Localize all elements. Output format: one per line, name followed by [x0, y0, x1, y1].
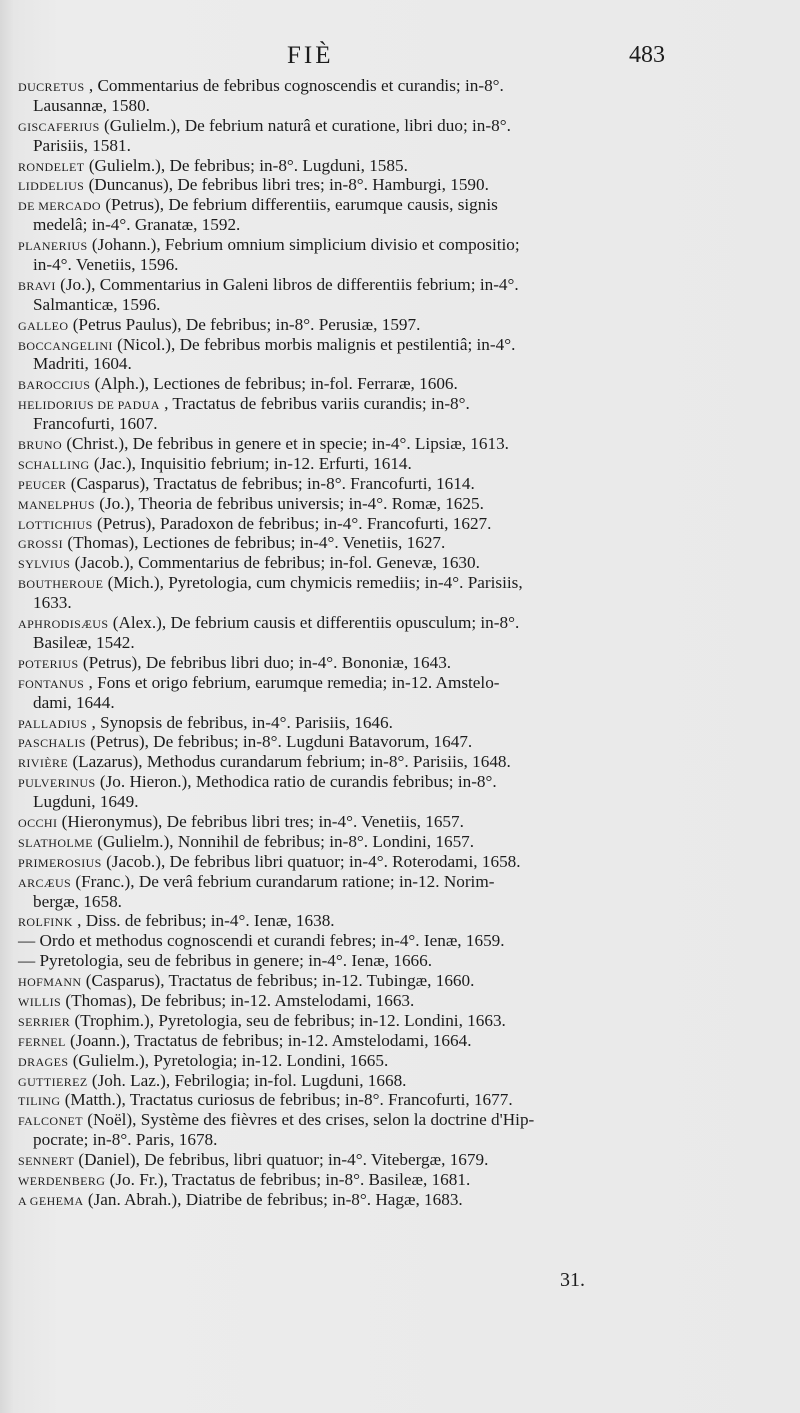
- entry-text: (Duncanus), De febribus libri tres; in-8°. Hamburgi, 1590.: [84, 175, 489, 195]
- bibliography-entry: [0, 1170, 800, 1190]
- entry-text: , Commentarius de febribus cognoscendis et curandis; in-8°.: [84, 76, 504, 95]
- entry-text: — Ordo et methodus cognoscendi et curandi febres; in-4°. Ienæ, 1659.: [18, 931, 505, 951]
- bibliography-entry: [0, 275, 800, 295]
- bibliography-entry: [0, 931, 800, 951]
- bibliography-entry: [0, 1150, 800, 1170]
- entry-text: (Thomas), Lectiones de febribus; in-4°. Venetiis, 1627.: [63, 533, 446, 553]
- entry-text: (Jo.), Commentarius in Galeni libros de differentiis febrium; in-4°.: [55, 274, 519, 294]
- entry-text: (Jo.), Theoria de febribus universis; in-4°. Romæ, 1625.: [94, 493, 484, 513]
- running-head: FIÈ: [287, 42, 334, 69]
- author-name: GISCAFERIUS: [18, 119, 100, 134]
- entry-text: Parisiis, 1581.: [33, 135, 131, 155]
- entry-text: (Gulielm.), Nonnihil de febribus; in-8°. Londini, 1657.: [92, 831, 475, 851]
- entry-text: (Gulielm.), De febribus; in-8°. Lugduni, 1585.: [84, 155, 408, 175]
- page-footer: [0, 1269, 800, 1293]
- entry-text: in-4°. Venetiis, 1596.: [33, 255, 179, 275]
- bibliography-entry: [0, 553, 800, 573]
- author-name: HOFMANN: [18, 975, 82, 990]
- author-name: HELIDORIUS DE PADUA: [18, 398, 160, 413]
- author-name: DE MERCADO: [18, 199, 102, 214]
- entry-text: (Petrus), De febribus libri duo; in-4°. Bononiæ, 1643.: [78, 652, 452, 672]
- author-name: ARCÆUS: [18, 875, 72, 890]
- page-header: [0, 42, 800, 76]
- entry-text: (Jo. Hieron.), Methodica ratio de curandis febribus; in-8°.: [95, 772, 497, 792]
- author-name: WERDENBERG: [18, 1173, 106, 1188]
- entry-text: 1633.: [33, 593, 72, 613]
- bibliography-entry: [0, 1110, 800, 1130]
- entry-text: (Mich.), Pyretologia, cum chymicis remediis; in-4°. Parisiis,: [103, 573, 523, 593]
- author-name: FALCONET: [18, 1114, 83, 1129]
- bibliography-entry: [0, 195, 800, 215]
- entry-text: (Jacob.), De febribus libri quatuor; in-4°. Roterodami, 1658.: [101, 851, 521, 871]
- bibliography-entry: [0, 613, 800, 633]
- author-name: BAROCCIUS: [18, 378, 91, 393]
- entry-text: (Matth.), Tractatus curiosus de febribus; in-8°. Francofurti, 1677.: [60, 1090, 513, 1110]
- entry-text: (Jo. Fr.), Tractatus de febribus; in-8°. Basileæ, 1681.: [105, 1169, 471, 1189]
- bibliography-entry: [0, 76, 800, 96]
- entry-text: (Thomas), De febribus; in-12. Amstelodami, 1663.: [61, 990, 415, 1010]
- entry-text: Salmanticæ, 1596.: [33, 294, 161, 314]
- entry-text: (Nicol.), De febribus morbis malignis et pestilentiâ; in-4°.: [112, 334, 516, 354]
- bibliography-entry: [0, 235, 800, 255]
- entry-text: (Gulielm.), Pyretologia; in-12. Londini, 1665.: [68, 1050, 389, 1070]
- bibliography-entry: [0, 772, 800, 792]
- author-name: PEUCER: [18, 477, 67, 492]
- author-name: BOCCANGELINI: [18, 338, 113, 353]
- bibliography-entry: [0, 1011, 800, 1031]
- entry-text: (Alex.), De febrium causis et differentiis opusculum; in-8°.: [108, 613, 520, 633]
- author-name: ROLFINK: [18, 915, 73, 930]
- author-name: SERRIER: [18, 1014, 71, 1029]
- entry-text: (Petrus), De febrium differentiis, earumque causis, signis: [101, 195, 498, 215]
- author-name: DRAGES: [18, 1054, 69, 1069]
- author-name: RIVIÈRE: [18, 756, 69, 771]
- entry-text: pocrate; in-8°. Paris, 1678.: [33, 1130, 218, 1150]
- bibliography-continuation: [0, 593, 800, 613]
- bibliography-entry: [0, 1090, 800, 1110]
- author-name: SYLVIUS: [18, 557, 71, 572]
- entry-text: (Joann.), Tractatus de febribus; in-12. Amstelodami, 1664.: [65, 1030, 472, 1050]
- bibliography-entry: [0, 911, 800, 931]
- author-name: GALLEO: [18, 318, 69, 333]
- entry-text: (Jac.), Inquisitio febrium; in-12. Erfurti, 1614.: [89, 453, 412, 473]
- author-name: RONDELET: [18, 159, 85, 174]
- bibliography-entry: [0, 454, 800, 474]
- bibliography-entry: [0, 533, 800, 553]
- author-name: POTERIUS: [18, 656, 79, 671]
- entry-text: (Casparus), Tractatus de febribus; in-12. Tubingæ, 1660.: [81, 971, 475, 991]
- entry-text: (Joh. Laz.), Febrilogia; in-fol. Lugduni, 1668.: [87, 1070, 407, 1090]
- author-name: SCHALLING: [18, 457, 90, 472]
- author-name: PLANERIUS: [18, 239, 88, 254]
- entry-text: (Lazarus), Methodus curandarum febrium; in-8°. Parisiis, 1648.: [68, 752, 511, 772]
- bibliography-list: [0, 76, 800, 1210]
- bibliography-entry: [0, 315, 800, 335]
- author-name: PALLADIUS: [18, 716, 88, 731]
- entry-text: (Petrus), Paradoxon de febribus; in-4°. Francofurti, 1627.: [92, 513, 492, 533]
- author-name: PASCHALIS: [18, 736, 86, 751]
- author-name: PRIMEROSIUS: [18, 855, 102, 870]
- bibliography-continuation: [0, 295, 800, 315]
- author-name: MANELPHUS: [18, 497, 95, 512]
- bibliography-entry: [0, 1031, 800, 1051]
- bibliography-entry: [0, 732, 800, 752]
- entry-text: bergæ, 1658.: [33, 891, 122, 911]
- author-name: LIDDELIUS: [18, 179, 85, 194]
- author-name: FONTANUS: [18, 676, 85, 691]
- author-name: A GEHEMA: [18, 1193, 84, 1208]
- bibliography-entry: [0, 374, 800, 394]
- author-name: GROSSI: [18, 537, 64, 552]
- bibliography-entry: [0, 1071, 800, 1091]
- entry-text: (Jacob.), Commentarius de febribus; in-fol. Genevæ, 1630.: [70, 553, 480, 573]
- entry-text: , Synopsis de febribus, in-4°. Parisiis, 1646.: [87, 712, 393, 732]
- author-name: SLATHOLME: [18, 835, 93, 850]
- entry-text: , Diss. de febribus; in-4°. Ienæ, 1638.: [72, 911, 335, 931]
- bibliography-entry: [0, 991, 800, 1011]
- author-name: BRUNO: [18, 438, 63, 453]
- bibliography-entry: [0, 474, 800, 494]
- author-name: TILING: [18, 1094, 61, 1109]
- bibliography-entry: [0, 514, 800, 534]
- bibliography-entry: [0, 494, 800, 514]
- entry-text: dami, 1644.: [33, 692, 115, 712]
- entry-text: Lugduni, 1649.: [33, 792, 139, 812]
- entry-text: Madriti, 1604.: [33, 354, 132, 374]
- bibliography-entry: [0, 673, 800, 693]
- bibliography-entry: [0, 1190, 800, 1210]
- author-name: DUCRETUS: [18, 80, 85, 94]
- bibliography-continuation: [0, 693, 800, 713]
- entry-text: (Hieronymus), De febribus libri tres; in-4°. Venetiis, 1657.: [57, 811, 464, 831]
- bibliography-entry: [0, 812, 800, 832]
- bibliography-entry: [0, 713, 800, 733]
- bibliography-continuation: [0, 96, 800, 116]
- entry-text: , Tractatus de febribus variis curandis; in-8°.: [159, 394, 470, 414]
- bibliography-entry: [0, 1051, 800, 1071]
- entry-text: (Daniel), De febribus, libri quatuor; in-4°. Vitebergæ, 1679.: [74, 1150, 489, 1170]
- entry-text: (Johann.), Febrium omnium simplicium divisio et compositio;: [87, 235, 520, 255]
- bibliography-continuation: [0, 1130, 800, 1150]
- bibliography-continuation: [0, 414, 800, 434]
- bibliography-entry: [0, 573, 800, 593]
- bibliography-entry: [0, 872, 800, 892]
- entry-text: (Christ.), De febribus in genere et in specie; in-4°. Lipsiæ, 1613.: [62, 434, 509, 454]
- author-name: OCCHI: [18, 815, 58, 830]
- entry-text: (Gulielm.), De febrium naturâ et curatione, libri duo; in-8°.: [99, 115, 511, 135]
- bibliography-continuation: [0, 255, 800, 275]
- bibliography-continuation: [0, 792, 800, 812]
- entry-text: (Jan. Abrah.), Diatribe de febribus; in-8°. Hagæ, 1683.: [83, 1189, 463, 1209]
- author-name: WILLIS: [18, 994, 62, 1009]
- bibliography-entry: [0, 752, 800, 772]
- bibliography-entry: [0, 951, 800, 971]
- entry-text: (Franc.), De verâ febrium curandarum ratione; in-12. Norim-: [71, 871, 495, 891]
- entry-text: Basileæ, 1542.: [33, 632, 135, 652]
- bibliography-continuation: [0, 136, 800, 156]
- entry-text: (Noël), Système des fièvres et des crises, selon la doctrine d'Hip-: [82, 1110, 535, 1130]
- author-name: BOUTHEROUE: [18, 577, 104, 592]
- bibliography-entry: [0, 156, 800, 176]
- bibliography-continuation: [0, 633, 800, 653]
- author-name: SENNERT: [18, 1154, 75, 1169]
- entry-text: (Petrus Paulus), De febribus; in-8°. Perusiæ, 1597.: [68, 314, 421, 334]
- entry-text: (Alph.), Lectiones de febribus; in-fol. Ferraræ, 1606.: [90, 374, 458, 394]
- entry-text: (Petrus), De febribus; in-8°. Lugduni Batavorum, 1647.: [85, 732, 473, 752]
- page-number: 483: [629, 42, 665, 68]
- entry-text: , Fons et origo febrium, earumque remedia; in-12. Amstelo-: [84, 672, 500, 692]
- entry-text: — Pyretologia, seu de febribus in genere; in-4°. Ienæ, 1666.: [18, 951, 433, 971]
- bibliography-entry: [0, 653, 800, 673]
- author-name: APHRODISÆUS: [18, 617, 109, 632]
- bibliography-entry: [0, 971, 800, 991]
- author-name: PULVERINUS: [18, 776, 96, 791]
- author-name: LOTTICHIUS: [18, 517, 93, 532]
- bibliography-continuation: [0, 354, 800, 374]
- bibliography-entry: [0, 116, 800, 136]
- bibliography-continuation: [0, 892, 800, 912]
- bibliography-entry: [0, 335, 800, 355]
- bibliography-continuation: [0, 215, 800, 235]
- author-name: GUTTIEREZ: [18, 1074, 88, 1089]
- entry-text: Francofurti, 1607.: [33, 414, 158, 434]
- entry-text: Lausannæ, 1580.: [33, 95, 150, 115]
- author-name: BRAVI: [18, 278, 56, 293]
- bibliography-entry: [0, 175, 800, 195]
- bibliography-entry: [0, 832, 800, 852]
- entry-text: medelâ; in-4°. Granatæ, 1592.: [33, 215, 241, 235]
- entry-text: (Casparus), Tractatus de febribus; in-8°. Francofurti, 1614.: [66, 473, 475, 493]
- signature-mark: 31.: [560, 1269, 585, 1291]
- entry-text: (Trophim.), Pyretologia, seu de febribus; in-12. Londini, 1663.: [70, 1010, 506, 1030]
- bibliography-entry: [0, 852, 800, 872]
- author-name: FERNEL: [18, 1034, 66, 1049]
- bibliography-entry: [0, 394, 800, 414]
- bibliography-entry: [0, 434, 800, 454]
